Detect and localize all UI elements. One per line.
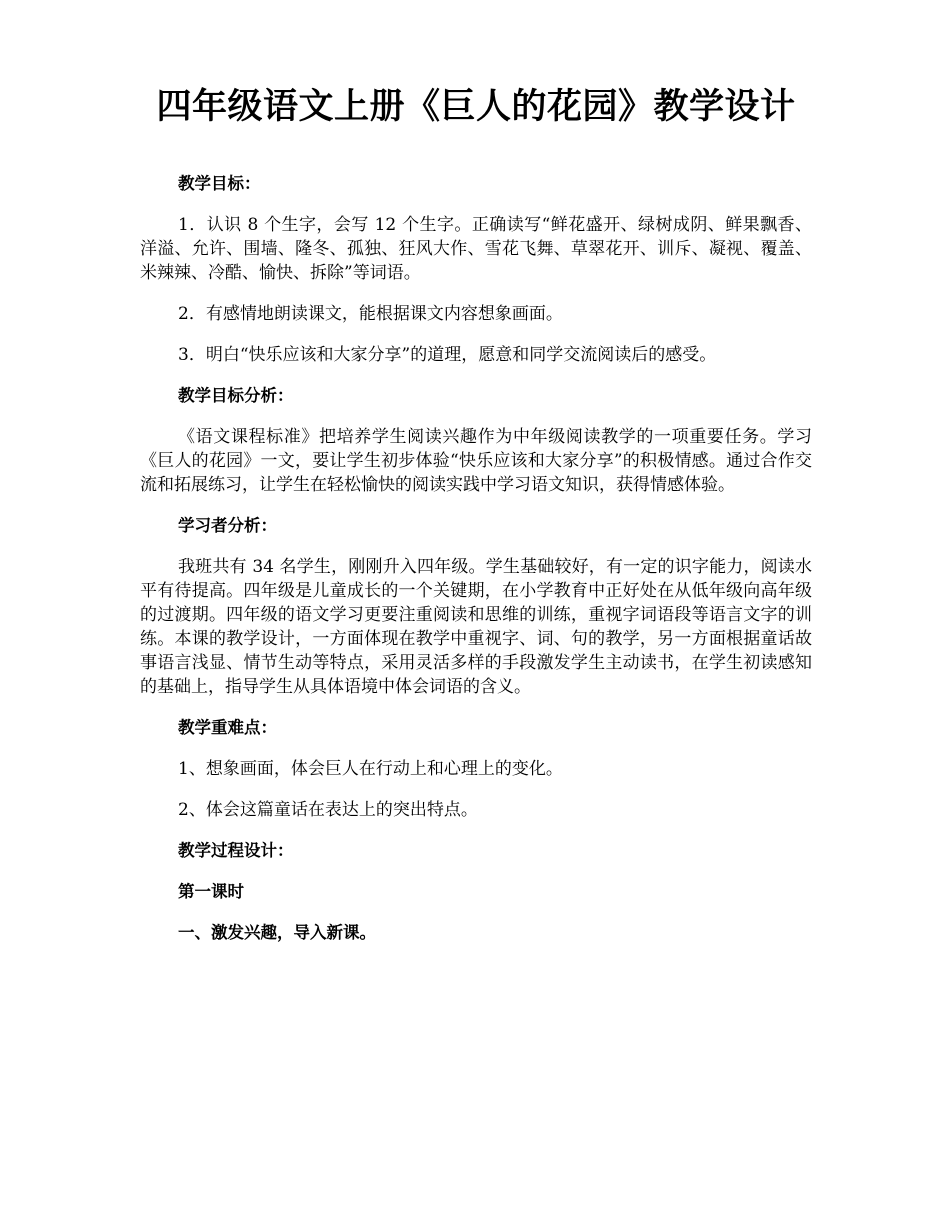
step-heading: 一、激发兴趣，导入新课。: [178, 923, 376, 942]
learner-analysis-text: 我班共有 34 名学生，刚刚升入四年级。学生基础较好，有一定的识字能力，阅读水平有待提高。四年级是儿童成长的一个关键期，在小学教育中正好处在从低年级向高年级的过渡期。四年级的语文学习更要注重阅读和思维的训练，重视字词语段等语言文字的训练。本课的教学设计，一方面体现在教学中重视字、词、句的教学，另一方面根据童话故事语言浅显、情节生动等特点，采用灵活多样的手段激发学生主动读书，在学生初读感知的基础上，指导学生从具体语境中体会词语的含义。: [140, 557, 812, 697]
goal-item-2: 2．有感情地朗读课文，能根据课文内容想象画面。: [178, 304, 563, 324]
goals-heading: 教学目标：: [178, 174, 261, 193]
goal-item-3: 3．明白“快乐应该和大家分享”的道理，愿意和同学交流阅读后的感受。: [178, 345, 717, 365]
document-page: [140, 0, 812, 945]
key-point-2: 2、体会这篇童话在表达上的突出特点。: [178, 800, 478, 820]
key-points-heading: 教学重难点：: [178, 718, 277, 737]
key-point-1: 1、想象画面，体会巨人在行动上和心理上的变化。: [178, 759, 563, 779]
document-title: 四年级语文上册《巨人的花园》教学设计: [156, 87, 796, 127]
learner-analysis-heading: 学习者分析：: [178, 516, 277, 535]
process-heading: 教学过程设计：: [178, 841, 294, 860]
goal-item-1: 1．认识 8 个生字，会写 12 个生字。正确读写“鲜花盛开、绿树成阴、鲜果飘香、洋溢、允许、围墙、隆冬、孤独、狂风大作、雪花飞舞、草翠花开、训斥、凝视、覆盖、米辣辣、冷酷、愉快、拆除”等词语。: [140, 215, 812, 283]
lesson-heading: 第一课时: [178, 882, 244, 901]
goal-analysis-text: 《语文课程标准》把培养学生阅读兴趣作为中年级阅读教学的一项重要任务。学习《巨人的花园》一文，要让学生初步体验“快乐应该和大家分享”的积极情感。通过合作交流和拓展练习，让学生在轻松愉快的阅读实践中学习语文知识，获得情感体验。: [140, 427, 812, 495]
goal-analysis-heading: 教学目标分析：: [178, 386, 294, 405]
